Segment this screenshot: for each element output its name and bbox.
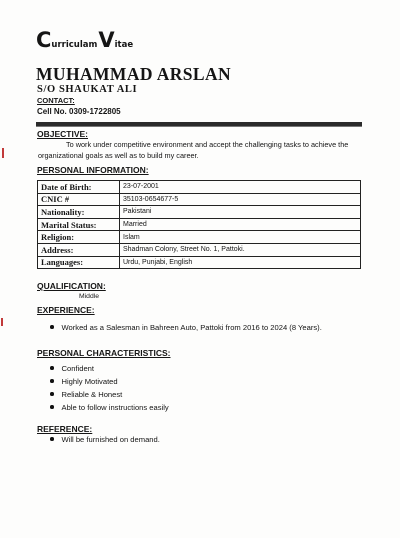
candidate-name: MUHAMMAD ARSLAN [36,64,232,84]
list-item: Reliable & Honest [50,390,122,399]
bullet-icon [50,392,54,396]
margin-mark [1,318,3,326]
row-value: Pakistani [120,206,361,219]
row-label: Marital Status: [38,218,120,231]
objective-text: To work under competitive environment and accept the challenging tasks to achieve the organizational goals as well as to build my career. [38,140,349,160]
list-item: Worked as a Salesman in Bahreen Auto, Pattoki from 2016 to 2024 (8 Years). [50,323,322,332]
table-row [38,181,361,194]
table-row [38,206,361,219]
header-divider [36,122,362,127]
experience-heading: EXPERIENCE: [37,305,95,315]
characteristics-heading: PERSONAL CHARACTERISTICS: [37,348,171,358]
row-label: CNIC # [38,193,120,206]
bullet-icon [50,325,54,329]
cell-number: Cell No. 0309-1722805 [37,107,121,116]
list-item: Will be furnished on demand. [50,435,160,444]
row-value: 35103-0654677-5 [120,193,361,206]
table-row [38,256,361,269]
table-row [38,218,361,231]
contact-label: CONTACT: [37,96,75,105]
bullet-icon [50,437,54,441]
row-value: Married [120,218,361,231]
personal-info-heading: PERSONAL INFORMATION: [37,165,149,175]
reference-heading: REFERENCE: [37,424,93,434]
row-label: Address: [38,243,120,256]
row-label: Nationality: [38,206,120,219]
bullet-icon [50,366,54,370]
table-row [38,243,361,256]
cv-title: CurriculamVitae [36,28,134,52]
row-label: Languages: [38,256,120,269]
table-row [38,231,361,244]
row-value: Shadman Colony, Street No. 1, Pattoki. [120,243,361,256]
table-row [38,193,361,206]
qualification-heading: QUALIFICATION: [37,281,106,291]
row-value: 23-07-2001 [120,181,361,194]
bullet-icon [50,379,54,383]
row-value: Urdu, Punjabi, English [120,256,361,269]
personal-info-table [37,180,361,269]
margin-mark [2,148,4,158]
bullet-icon [50,405,54,409]
row-value: Islam [120,231,361,244]
qualification-value: Middle [79,293,100,300]
row-label: Religion: [38,231,120,244]
list-item: Confident [50,364,94,373]
objective-heading: OBJECTIVE: [37,129,89,139]
list-item: Able to follow instructions easily [50,403,169,412]
list-item: Highly Motivated [50,377,118,386]
father-name: S/O SHAUKAT ALI [37,84,138,95]
row-label: Date of Birth: [38,181,120,194]
